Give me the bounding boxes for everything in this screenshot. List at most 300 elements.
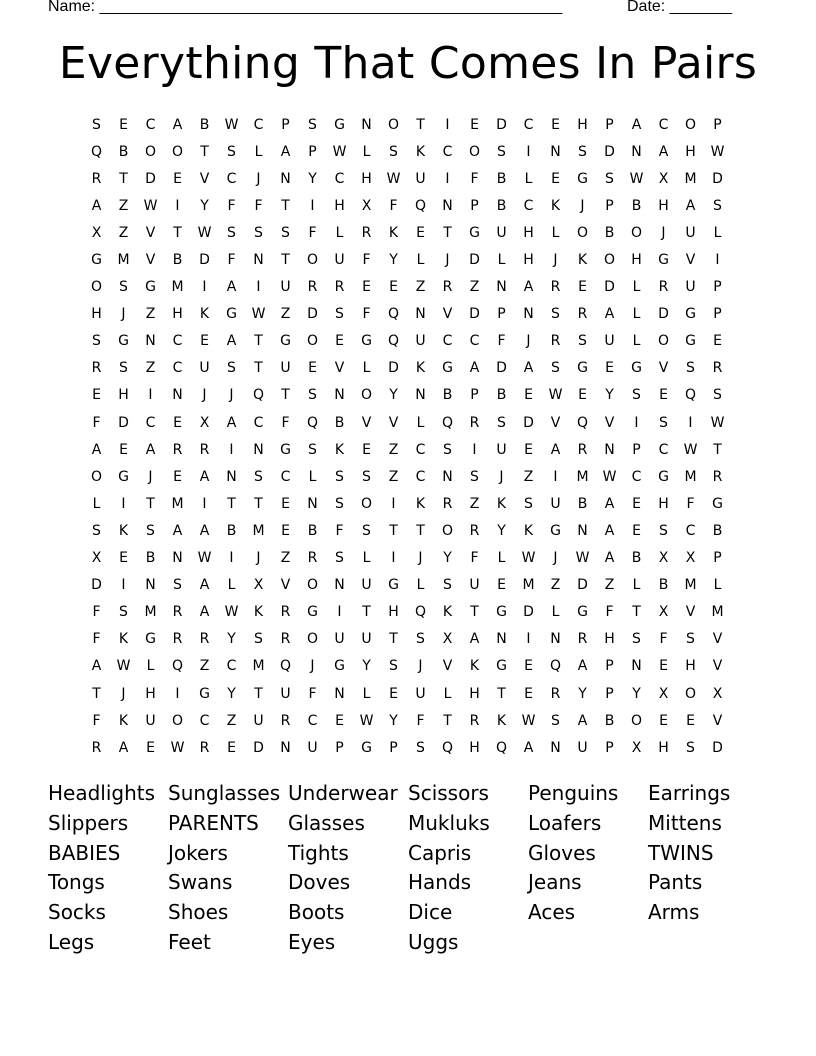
- grid-letter: R: [550, 279, 561, 296]
- word-bank-item: Gloves: [528, 840, 596, 865]
- grid-letter: T: [200, 143, 209, 160]
- grid-letter: J: [310, 658, 315, 675]
- grid-letter: U: [280, 685, 291, 702]
- word-bank-item: Swans: [168, 870, 233, 895]
- grid-letter: P: [308, 143, 317, 160]
- grid-letter: J: [418, 550, 423, 567]
- grid-letter: Q: [90, 143, 103, 160]
- grid-letter: M: [684, 577, 697, 594]
- grid-letter: V: [280, 577, 291, 594]
- grid-letter: I: [229, 441, 234, 458]
- grid-letter: O: [306, 577, 319, 594]
- grid-letter: T: [416, 116, 425, 133]
- grid-letter: W: [197, 550, 212, 567]
- grid-letter: T: [443, 224, 452, 241]
- grid-letter: U: [415, 333, 426, 350]
- grid-letter: S: [686, 631, 695, 648]
- grid-letter: Y: [389, 712, 398, 729]
- grid-letter: G: [388, 577, 399, 594]
- grid-letter: N: [280, 170, 291, 187]
- grid-letter: S: [389, 658, 398, 675]
- grid-letter: G: [685, 333, 696, 350]
- grid-letter: T: [416, 522, 425, 539]
- grid-letter: G: [712, 495, 723, 512]
- grid-letter: I: [445, 116, 450, 133]
- grid-letter: M: [144, 604, 157, 621]
- grid-letter: C: [145, 116, 156, 133]
- grid-letter: D: [388, 360, 399, 377]
- grid-letter: K: [118, 631, 129, 648]
- grid-letter: X: [199, 414, 210, 431]
- grid-letter: W: [710, 143, 725, 160]
- grid-letter: N: [550, 739, 561, 756]
- grid-letter: E: [200, 333, 209, 350]
- grid-letter: V: [388, 414, 399, 431]
- grid-letter: C: [523, 197, 534, 214]
- grid-letter: Q: [171, 658, 184, 675]
- word-bank-item: Mittens: [648, 810, 722, 835]
- grid-letter: B: [631, 197, 642, 214]
- grid-letter: N: [577, 522, 588, 539]
- grid-letter: R: [199, 441, 210, 458]
- grid-letter: J: [526, 333, 531, 350]
- grid-letter: E: [119, 441, 128, 458]
- grid-letter: T: [254, 360, 263, 377]
- grid-letter: G: [577, 604, 588, 621]
- grid-letter: X: [658, 170, 669, 187]
- grid-letter: H: [685, 143, 696, 160]
- grid-letter: H: [658, 197, 669, 214]
- grid-letter: E: [335, 712, 344, 729]
- grid-letter: L: [632, 306, 641, 323]
- grid-letter: K: [118, 712, 129, 729]
- grid-letter: O: [387, 116, 400, 133]
- word-bank-item: Capris: [408, 840, 472, 865]
- grid-letter: J: [445, 252, 450, 269]
- grid-letter: G: [577, 360, 588, 377]
- grid-letter: B: [604, 712, 615, 729]
- grid-letter: T: [173, 224, 182, 241]
- grid-letter: X: [685, 550, 696, 567]
- grid-letter: F: [254, 197, 263, 214]
- grid-letter: X: [253, 577, 264, 594]
- grid-letter: Q: [576, 414, 589, 431]
- word-bank-item: Aces: [528, 900, 576, 925]
- grid-letter: G: [334, 116, 345, 133]
- grid-letter: S: [227, 224, 236, 241]
- grid-letter: N: [550, 143, 561, 160]
- grid-letter: I: [256, 279, 261, 296]
- grid-letter: Q: [387, 333, 400, 350]
- grid-letter: Y: [362, 658, 371, 675]
- grid-letter: U: [550, 495, 561, 512]
- grid-letter: C: [253, 414, 264, 431]
- grid-letter: L: [497, 550, 506, 567]
- grid-letter: Y: [308, 170, 317, 187]
- grid-letter: K: [415, 495, 426, 512]
- grid-letter: W: [602, 468, 617, 485]
- word-bank-item: Legs: [48, 929, 95, 954]
- grid-letter: T: [389, 631, 398, 648]
- grid-letter: T: [254, 333, 263, 350]
- grid-letter: C: [226, 170, 237, 187]
- grid-letter: B: [496, 170, 507, 187]
- grid-letter: K: [523, 522, 534, 539]
- grid-letter: S: [335, 495, 344, 512]
- grid-letter: R: [199, 631, 210, 648]
- grid-letter: V: [361, 414, 372, 431]
- grid-letter: N: [334, 685, 345, 702]
- grid-letter: N: [631, 658, 642, 675]
- grid-letter: R: [91, 360, 102, 377]
- grid-letter: A: [226, 279, 237, 296]
- grid-letter: A: [577, 712, 588, 729]
- grid-letter: G: [361, 739, 372, 756]
- grid-letter: A: [91, 197, 102, 214]
- word-bank-item: Mukluks: [408, 810, 490, 835]
- grid-letter: E: [578, 279, 587, 296]
- grid-letter: S: [308, 116, 317, 133]
- grid-letter: X: [658, 604, 669, 621]
- grid-letter: N: [280, 739, 291, 756]
- grid-letter: D: [118, 414, 129, 431]
- grid-letter: D: [523, 414, 534, 431]
- grid-letter: Y: [227, 685, 236, 702]
- grid-letter: N: [334, 387, 345, 404]
- grid-letter: A: [199, 604, 210, 621]
- grid-letter: I: [526, 143, 531, 160]
- grid-letter: H: [145, 685, 156, 702]
- grid-letter: T: [632, 604, 641, 621]
- grid-letter: S: [308, 387, 317, 404]
- grid-letter: S: [497, 143, 506, 160]
- grid-letter: Q: [414, 197, 427, 214]
- grid-letter: F: [497, 333, 506, 350]
- grid-letter: Y: [200, 197, 209, 214]
- grid-letter: M: [117, 252, 130, 269]
- grid-letter: Z: [199, 658, 210, 675]
- grid-letter: U: [415, 685, 426, 702]
- grid-letter: R: [361, 224, 372, 241]
- grid-letter: L: [362, 360, 371, 377]
- grid-letter: V: [685, 252, 696, 269]
- grid-letter: B: [145, 550, 156, 567]
- grid-letter: R: [550, 333, 561, 350]
- grid-letter: M: [711, 604, 724, 621]
- grid-letter: K: [496, 495, 507, 512]
- grid-letter: R: [712, 468, 723, 485]
- grid-letter: W: [170, 739, 185, 756]
- grid-letter: A: [685, 197, 696, 214]
- grid-letter: T: [119, 170, 128, 187]
- grid-letter: A: [523, 739, 534, 756]
- grid-letter: F: [308, 224, 317, 241]
- grid-letter: O: [630, 712, 643, 729]
- grid-letter: L: [254, 143, 263, 160]
- grid-letter: Q: [414, 604, 427, 621]
- grid-letter: Q: [495, 739, 508, 756]
- word-bank: [48, 778, 768, 957]
- grid-letter: C: [145, 414, 156, 431]
- grid-letter: P: [470, 387, 479, 404]
- grid-letter: E: [551, 116, 560, 133]
- grid-letter: S: [713, 197, 722, 214]
- grid-letter: V: [442, 306, 453, 323]
- grid-letter: T: [281, 252, 290, 269]
- grid-letter: G: [118, 333, 129, 350]
- grid-letter: Z: [469, 279, 480, 296]
- grid-letter: Z: [415, 279, 426, 296]
- grid-letter: F: [227, 197, 236, 214]
- grid-letter: U: [361, 577, 372, 594]
- grid-letter: O: [360, 495, 373, 512]
- grid-letter: J: [121, 685, 126, 702]
- grid-letter: Z: [469, 495, 480, 512]
- grid-letter: Q: [684, 387, 697, 404]
- grid-letter: J: [580, 197, 585, 214]
- grid-letter: K: [253, 604, 264, 621]
- grid-letter: L: [146, 658, 155, 675]
- grid-letter: K: [415, 143, 426, 160]
- grid-letter: C: [226, 658, 237, 675]
- grid-letter: A: [604, 550, 615, 567]
- grid-letter: Y: [389, 387, 398, 404]
- grid-letter: N: [145, 333, 156, 350]
- grid-letter: Z: [604, 577, 615, 594]
- grid-letter: V: [145, 252, 156, 269]
- grid-letter: G: [469, 224, 480, 241]
- grid-letter: T: [254, 685, 263, 702]
- word-bank-item: PARENTS: [168, 810, 259, 835]
- word-bank-item: Eyes: [288, 929, 336, 954]
- grid-letter: J: [499, 468, 504, 485]
- grid-letter: L: [362, 685, 371, 702]
- grid-letter: N: [361, 116, 372, 133]
- grid-letter: R: [658, 279, 669, 296]
- grid-letter: N: [604, 441, 615, 458]
- grid-letter: S: [686, 360, 695, 377]
- grid-letter: B: [172, 252, 183, 269]
- grid-letter: L: [632, 279, 641, 296]
- grid-letter: Z: [388, 468, 399, 485]
- grid-letter: C: [172, 360, 183, 377]
- grid-letter: S: [713, 387, 722, 404]
- word-bank-item: Glasses: [288, 810, 365, 835]
- grid-letter: C: [172, 333, 183, 350]
- grid-letter: N: [523, 306, 534, 323]
- grid-letter: L: [443, 685, 452, 702]
- grid-letter: R: [307, 279, 318, 296]
- word-bank-item: Earrings: [648, 781, 731, 805]
- grid-letter: H: [658, 495, 669, 512]
- word-bank-item: Sunglasses: [168, 781, 281, 805]
- grid-letter: T: [227, 495, 236, 512]
- word-bank-item: Arms: [648, 900, 700, 925]
- grid-letter: G: [91, 252, 102, 269]
- grid-letter: Y: [632, 685, 641, 702]
- grid-letter: T: [281, 197, 290, 214]
- grid-letter: W: [251, 306, 266, 323]
- grid-letter: A: [604, 306, 615, 323]
- word-bank-item: Doves: [288, 870, 351, 895]
- grid-letter: I: [148, 387, 153, 404]
- grid-letter: S: [119, 360, 128, 377]
- grid-letter: J: [553, 252, 558, 269]
- grid-letter: P: [713, 279, 722, 296]
- grid-letter: R: [334, 279, 345, 296]
- grid-letter: Z: [388, 441, 399, 458]
- grid-letter: Y: [605, 387, 614, 404]
- grid-letter: D: [604, 143, 615, 160]
- grid-letter: E: [632, 495, 641, 512]
- grid-letter: L: [632, 577, 641, 594]
- grid-letter: L: [713, 224, 722, 241]
- grid-letter: L: [713, 577, 722, 594]
- grid-letter: U: [145, 712, 156, 729]
- grid-letter: H: [469, 685, 480, 702]
- page-title: Everything That Comes In Pairs: [58, 38, 758, 89]
- grid-letter: L: [632, 333, 641, 350]
- grid-letter: E: [146, 739, 155, 756]
- grid-letter: P: [605, 116, 614, 133]
- grid-letter: Y: [497, 522, 506, 539]
- grid-letter: S: [551, 712, 560, 729]
- grid-letter: R: [577, 631, 588, 648]
- grid-letter: G: [685, 306, 696, 323]
- grid-letter: V: [658, 360, 669, 377]
- grid-letter: D: [307, 306, 318, 323]
- grid-letter: G: [577, 170, 588, 187]
- grid-letter: B: [226, 522, 237, 539]
- grid-letter: C: [253, 116, 264, 133]
- grid-letter: R: [712, 360, 723, 377]
- grid-letter: U: [280, 360, 291, 377]
- grid-letter: S: [605, 170, 614, 187]
- word-bank-item: Pants: [648, 870, 703, 895]
- grid-letter: E: [659, 712, 668, 729]
- grid-letter: U: [361, 631, 372, 648]
- grid-letter: L: [416, 252, 425, 269]
- grid-letter: J: [256, 550, 261, 567]
- grid-letter: H: [361, 170, 372, 187]
- grid-letter: K: [334, 441, 345, 458]
- word-bank-item: Uggs: [408, 929, 459, 954]
- grid-letter: W: [629, 170, 644, 187]
- grid-letter: L: [551, 224, 560, 241]
- grid-letter: D: [658, 306, 669, 323]
- grid-letter: S: [659, 522, 668, 539]
- grid-letter: R: [172, 604, 183, 621]
- grid-letter: B: [442, 387, 453, 404]
- grid-letter: S: [227, 360, 236, 377]
- grid-letter: E: [281, 495, 290, 512]
- grid-letter: N: [172, 550, 183, 567]
- grid-letter: B: [334, 414, 345, 431]
- grid-letter: D: [496, 116, 507, 133]
- grid-letter: O: [576, 224, 589, 241]
- grid-letter: E: [416, 224, 425, 241]
- grid-letter: F: [92, 414, 101, 431]
- grid-letter: S: [92, 522, 101, 539]
- word-bank-item: Scissors: [408, 781, 489, 805]
- word-bank-item: Dice: [408, 900, 453, 925]
- grid-letter: Z: [145, 306, 156, 323]
- grid-letter: N: [172, 387, 183, 404]
- grid-letter: J: [229, 387, 234, 404]
- grid-letter: F: [92, 604, 101, 621]
- grid-letter: B: [712, 522, 723, 539]
- grid-letter: P: [713, 550, 722, 567]
- grid-letter: C: [631, 468, 642, 485]
- grid-letter: N: [253, 441, 264, 458]
- grid-letter: E: [524, 387, 533, 404]
- grid-letter: B: [658, 577, 669, 594]
- grid-letter: C: [442, 333, 453, 350]
- grid-letter: E: [281, 522, 290, 539]
- grid-letter: P: [605, 658, 614, 675]
- grid-letter: O: [468, 143, 481, 160]
- grid-letter: S: [443, 441, 452, 458]
- grid-letter: S: [416, 739, 425, 756]
- grid-letter: F: [389, 197, 398, 214]
- grid-letter: W: [332, 143, 347, 160]
- grid-letter: C: [442, 143, 453, 160]
- grid-letter: C: [523, 116, 534, 133]
- grid-letter: G: [550, 522, 561, 539]
- grid-letter: V: [712, 631, 723, 648]
- grid-letter: A: [226, 414, 237, 431]
- grid-letter: E: [659, 658, 668, 675]
- grid-letter: I: [391, 550, 396, 567]
- grid-letter: F: [308, 685, 317, 702]
- grid-letter: X: [91, 550, 102, 567]
- grid-letter: A: [577, 658, 588, 675]
- grid-letter: W: [548, 387, 563, 404]
- grid-letter: U: [334, 631, 345, 648]
- grid-letter: J: [553, 550, 558, 567]
- grid-letter: I: [526, 631, 531, 648]
- grid-letter: O: [306, 631, 319, 648]
- grid-letter: E: [119, 550, 128, 567]
- grid-letter: E: [92, 387, 101, 404]
- grid-letter: F: [470, 170, 479, 187]
- grid-letter: P: [713, 116, 722, 133]
- grid-letter: R: [172, 441, 183, 458]
- grid-letter: W: [575, 550, 590, 567]
- grid-letter: H: [577, 116, 588, 133]
- grid-letter: C: [658, 441, 669, 458]
- grid-letter: S: [335, 468, 344, 485]
- grid-letter: F: [92, 712, 101, 729]
- grid-letter: U: [496, 441, 507, 458]
- word-bank-item: Tights: [288, 840, 349, 865]
- grid-letter: R: [280, 631, 291, 648]
- grid-letter: O: [171, 143, 184, 160]
- grid-letter: P: [281, 116, 290, 133]
- grid-letter: I: [553, 468, 558, 485]
- grid-letter: J: [202, 387, 207, 404]
- grid-letter: N: [631, 143, 642, 160]
- grid-letter: W: [683, 441, 698, 458]
- grid-letter: L: [335, 224, 344, 241]
- grid-letter: A: [118, 739, 129, 756]
- grid-letter: G: [658, 252, 669, 269]
- grid-letter: A: [91, 658, 102, 675]
- grid-letter: Y: [578, 685, 587, 702]
- grid-letter: E: [686, 712, 695, 729]
- word-bank-item: Jeans: [528, 870, 582, 895]
- grid-letter: G: [145, 631, 156, 648]
